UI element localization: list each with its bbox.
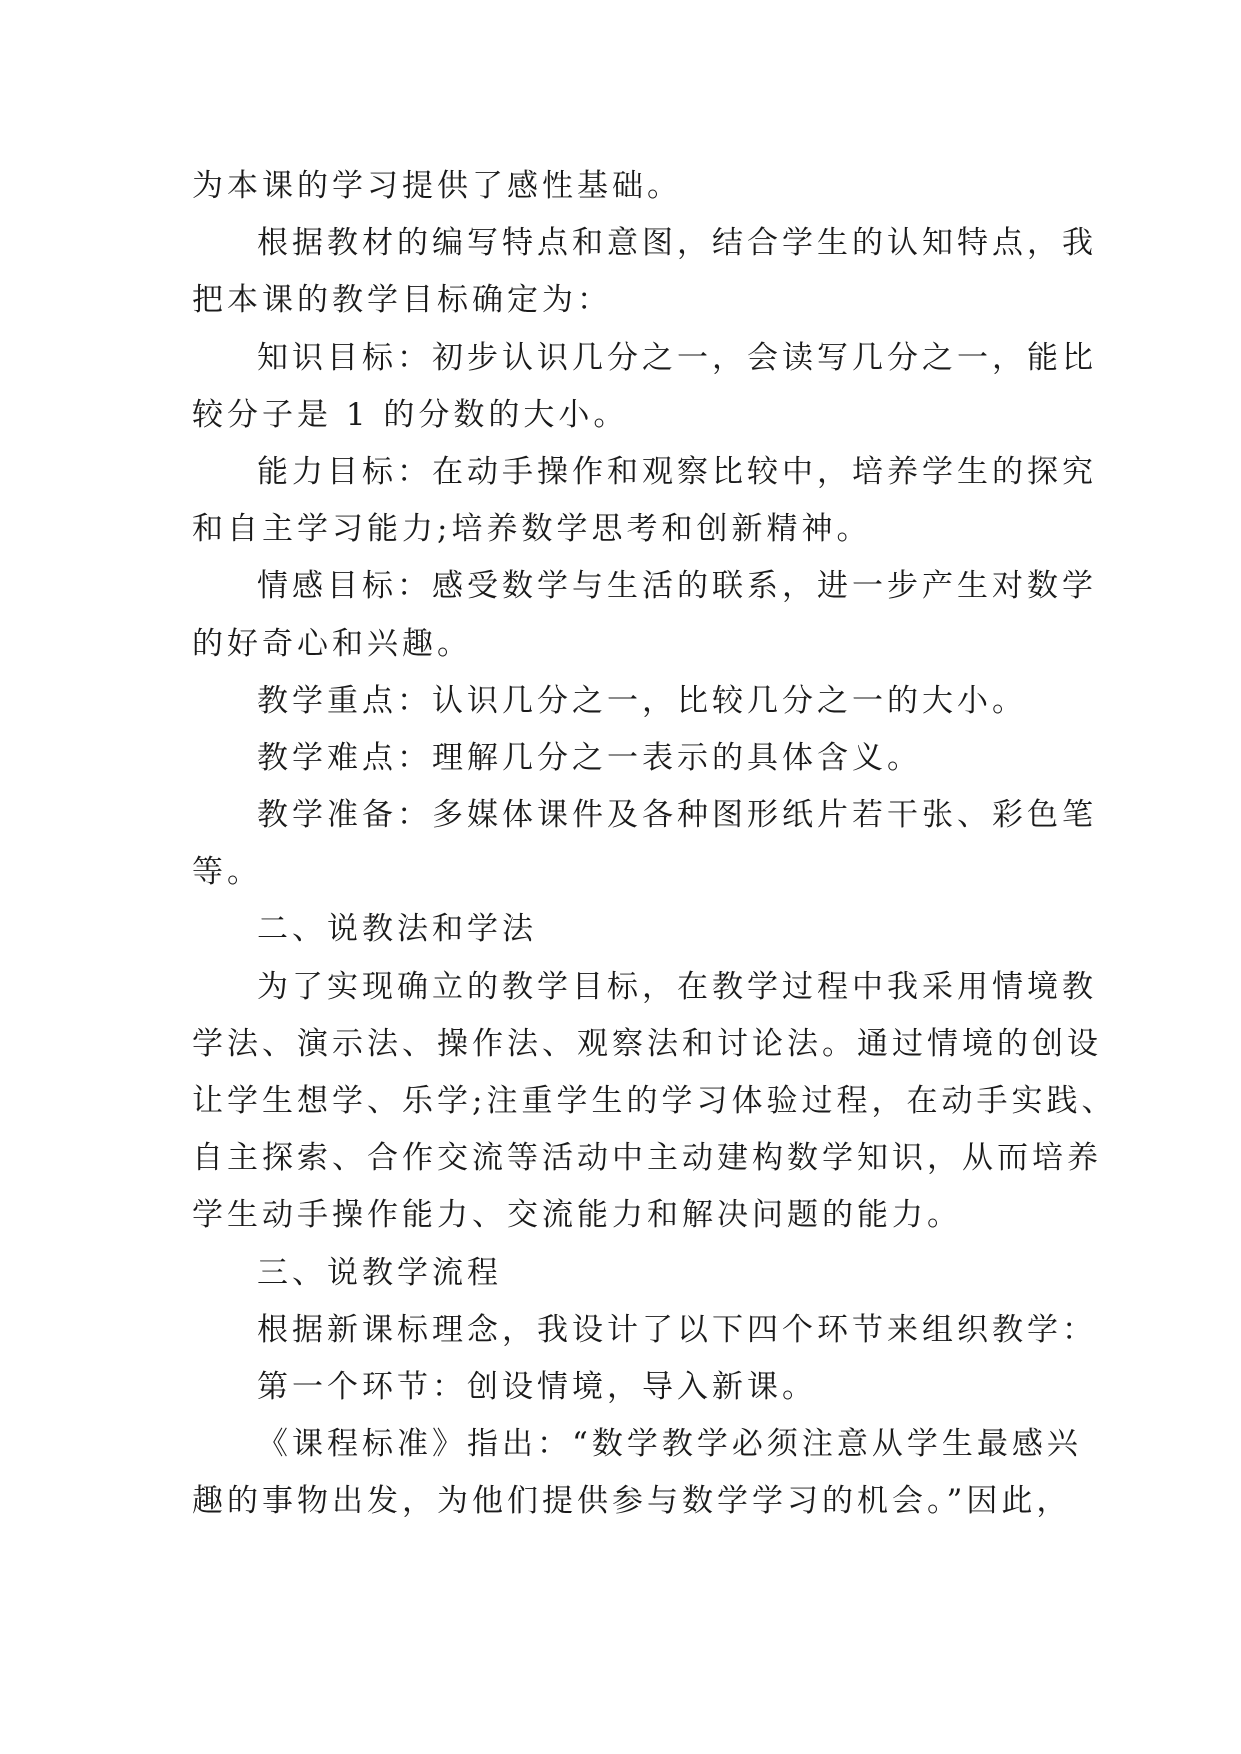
text-line: 知识目标：初步认识几分之一，会读写几分之一，能比 [257, 339, 1097, 376]
text-line: 让学生想学、乐学;注重学生的学习体验过程，在动手实践、 [192, 1083, 1117, 1119]
text-line: 自主探索、合作交流等活动中主动建构数学知识，从而培养 [192, 1140, 1102, 1177]
text-line: 三、说教学流程 [257, 1254, 502, 1291]
text-line: 教学难点：理解几分之一表示的具体含义。 [257, 739, 922, 776]
text-line: 等。 [192, 854, 262, 891]
text-line: 教学准备：多媒体课件及各种图形纸片若干张、彩色笔 [257, 797, 1097, 834]
text-line: 根据教材的编写特点和意图，结合学生的认知特点，我 [257, 225, 1097, 262]
text-line: 较分子是 1 的分数的大小。 [192, 396, 629, 433]
text-line: 根据新课标理念，我设计了以下四个环节来组织教学： [257, 1311, 1097, 1348]
text-line: 学法、演示法、操作法、观察法和讨论法。通过情境的创设 [192, 1025, 1102, 1062]
text-line: 趣的事物出发，为他们提供参与数学学习的机会。”因此， [192, 1483, 1072, 1520]
text-line: 能力目标：在动手操作和观察比较中，培养学生的探究 [257, 453, 1097, 490]
text-line: 为本课的学习提供了感性基础。 [192, 168, 682, 204]
text-line: 的好奇心和兴趣。 [192, 625, 472, 662]
text-line: 情感目标：感受数学与生活的联系，进一步产生对数学 [257, 568, 1097, 605]
text-line: 和自主学习能力;培养数学思考和创新精神。 [192, 511, 872, 548]
document-body [192, 158, 1117, 1531]
text-line: 教学重点：认识几分之一，比较几分之一的大小。 [257, 682, 1027, 719]
text-line: 《课程标准》指出：“数学教学必须注意从学生最感兴 [257, 1426, 1082, 1463]
text-line: 为了实现确立的教学目标，在教学过程中我采用情境教 [257, 968, 1097, 1005]
text-line: 把本课的教学目标确定为： [192, 282, 612, 319]
text-line: 学生动手操作能力、交流能力和解决问题的能力。 [192, 1197, 962, 1234]
text-line: 第一个环节：创设情境，导入新课。 [257, 1368, 817, 1405]
text-line: 二、说教法和学法 [257, 911, 537, 948]
